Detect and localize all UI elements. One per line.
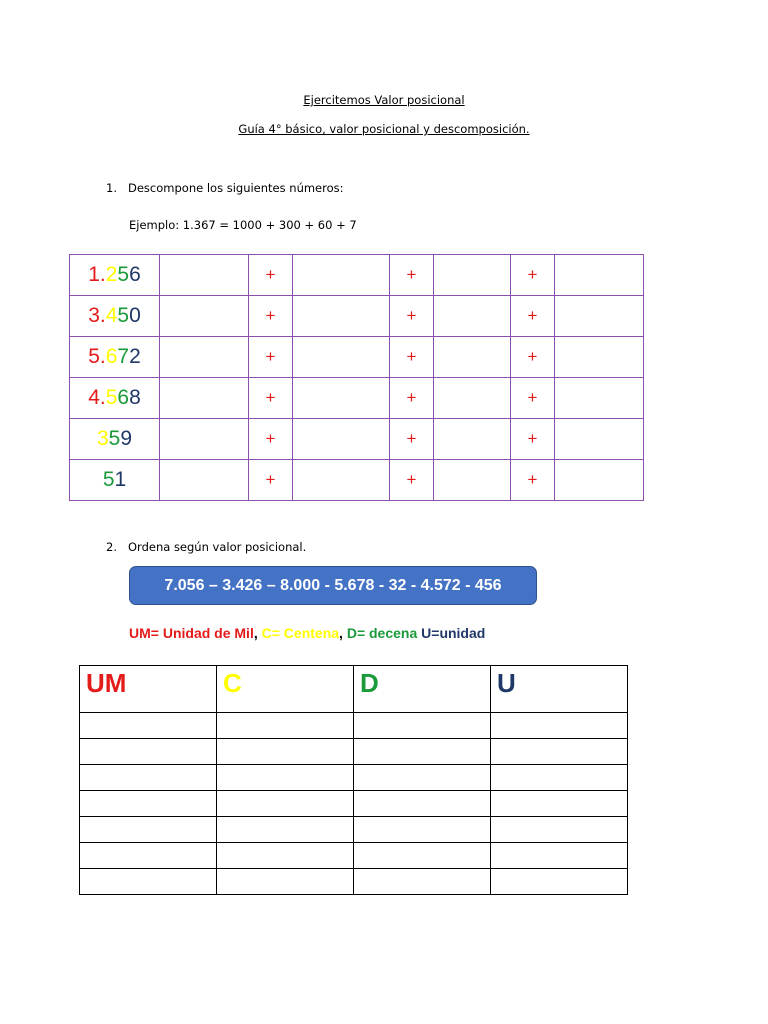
answer-cell[interactable] [160,296,249,337]
digit-sep: . [99,345,106,368]
place-value-cell[interactable] [217,765,354,791]
digit-d: 5 [102,468,115,491]
place-value-table [79,665,628,895]
answer-cell[interactable] [434,296,511,337]
digit-sep: . [99,304,106,327]
decomposition-row [70,460,644,501]
plus-sign: + [249,419,293,460]
place-value-cell[interactable] [80,713,217,739]
legend-unidad-de-mil: UM= Unidad de Mil [129,625,254,641]
answer-cell[interactable] [160,255,249,296]
place-value-header-row [80,666,628,713]
digit-u: 9 [120,427,133,450]
place-value-cell[interactable] [491,869,628,895]
digit-u: 6 [129,263,141,286]
question-2-number: 2. [106,540,117,554]
answer-cell[interactable] [160,337,249,378]
plus-sign: + [390,419,434,460]
worksheet-subtitle: Guía 4° básico, valor posicional y descomposición. [238,122,530,136]
place-value-row [80,713,628,739]
question-1-text: Descompone los siguientes números: [128,181,344,195]
digit-um: 5 [88,345,100,368]
place-value-row [80,791,628,817]
question-1-number: 1. [106,181,117,195]
numbers-to-order-box: 7.056 – 3.426 – 8.000 - 5.678 - 32 - 4.572 - 456 [129,566,537,605]
plus-sign: + [511,378,555,419]
place-value-row [80,843,628,869]
answer-cell[interactable] [555,296,644,337]
place-value-cell[interactable] [491,765,628,791]
place-value-row [80,765,628,791]
question-2-text: Ordena según valor posicional. [128,540,307,554]
answer-cell[interactable] [434,337,511,378]
answer-cell[interactable] [434,460,511,501]
digit-u: 8 [129,386,141,409]
digit-d: 6 [117,386,130,409]
place-value-cell[interactable] [80,791,217,817]
answer-cell[interactable] [555,378,644,419]
legend-decena: D= decena [346,625,418,641]
answer-cell[interactable] [555,460,644,501]
decomposition-table [69,254,644,501]
decomposition-row [70,378,644,419]
digit-u: 2 [129,345,141,368]
number-to-decompose [70,419,160,460]
digit-sep: . [99,263,106,286]
plus-sign: + [390,296,434,337]
plus-sign: + [390,337,434,378]
place-value-cell[interactable] [217,817,354,843]
answer-cell[interactable] [293,255,390,296]
place-value-legend [129,625,485,641]
place-value-cell[interactable] [217,713,354,739]
answer-cell[interactable] [160,378,249,419]
digit-c: 6 [105,345,118,368]
place-value-cell[interactable] [80,869,217,895]
plus-sign: + [511,460,555,501]
answer-cell[interactable] [293,419,390,460]
decomposition-row [70,255,644,296]
answer-cell[interactable] [434,419,511,460]
place-value-cell[interactable] [80,739,217,765]
number-to-decompose [70,378,160,419]
plus-sign: + [249,460,293,501]
place-value-row [80,817,628,843]
question-1 [106,181,344,195]
answer-cell[interactable] [160,419,249,460]
place-value-row [80,869,628,895]
place-value-cell[interactable] [217,843,354,869]
digit-c: 3 [96,427,109,450]
digit-sep: . [99,386,106,409]
plus-sign: + [511,255,555,296]
digit-um: 1 [88,263,100,286]
digit-c: 5 [105,386,118,409]
digit-u: 1 [114,468,127,491]
header-um: UM [80,666,217,713]
number-to-decompose [70,337,160,378]
decomposition-row [70,337,644,378]
place-value-cell[interactable] [354,869,491,895]
digit-d: 5 [108,427,121,450]
digit-d: 5 [117,263,130,286]
place-value-cell[interactable] [217,739,354,765]
digit-d: 5 [117,304,130,327]
number-to-decompose [70,460,160,501]
worksheet-title: Ejercitemos Valor posicional [303,93,465,107]
place-value-cell[interactable] [80,765,217,791]
place-value-cell[interactable] [354,817,491,843]
place-value-cell[interactable] [80,817,217,843]
legend-separator: , [253,625,262,641]
answer-cell[interactable] [293,337,390,378]
example-text: Ejemplo: 1.367 = 1000 + 300 + 60 + 7 [129,218,357,232]
place-value-cell[interactable] [354,765,491,791]
place-value-cell[interactable] [491,843,628,869]
answer-cell[interactable] [555,255,644,296]
number-to-decompose [70,296,160,337]
plus-sign: + [511,337,555,378]
answer-cell[interactable] [434,378,511,419]
place-value-cell[interactable] [354,713,491,739]
digit-c: 4 [105,304,118,327]
answer-cell[interactable] [555,337,644,378]
legend-unidad: U=unidad [421,625,486,641]
header-d: D [354,666,491,713]
decomposition-row [70,296,644,337]
question-2 [106,540,306,554]
place-value-cell[interactable] [354,843,491,869]
place-value-cell[interactable] [491,739,628,765]
plus-sign: + [249,337,293,378]
place-value-cell[interactable] [80,843,217,869]
plus-sign: + [249,378,293,419]
answer-cell[interactable] [555,419,644,460]
plus-sign: + [249,255,293,296]
plus-sign: + [390,460,434,501]
digit-d: 7 [117,345,130,368]
digit-um: 3 [88,304,100,327]
answer-cell[interactable] [160,460,249,501]
answer-cell[interactable] [293,460,390,501]
plus-sign: + [390,255,434,296]
decomposition-row [70,419,644,460]
place-value-cell[interactable] [354,739,491,765]
place-value-cell[interactable] [491,713,628,739]
plus-sign: + [511,419,555,460]
place-value-cell[interactable] [217,791,354,817]
digit-u: 0 [129,304,141,327]
place-value-row [80,739,628,765]
number-to-decompose [70,255,160,296]
legend-separator: , [339,625,347,641]
legend-centena: C= Centena [261,625,340,641]
header-c: C [217,666,354,713]
answer-cell[interactable] [293,296,390,337]
place-value-cell[interactable] [491,817,628,843]
answer-cell[interactable] [434,255,511,296]
plus-sign: + [249,296,293,337]
plus-sign: + [511,296,555,337]
plus-sign: + [390,378,434,419]
place-value-cell[interactable] [491,791,628,817]
digit-um: 4 [88,386,100,409]
place-value-cell[interactable] [217,869,354,895]
digit-c: 2 [105,263,118,286]
header-u: U [491,666,628,713]
place-value-cell[interactable] [354,791,491,817]
answer-cell[interactable] [293,378,390,419]
